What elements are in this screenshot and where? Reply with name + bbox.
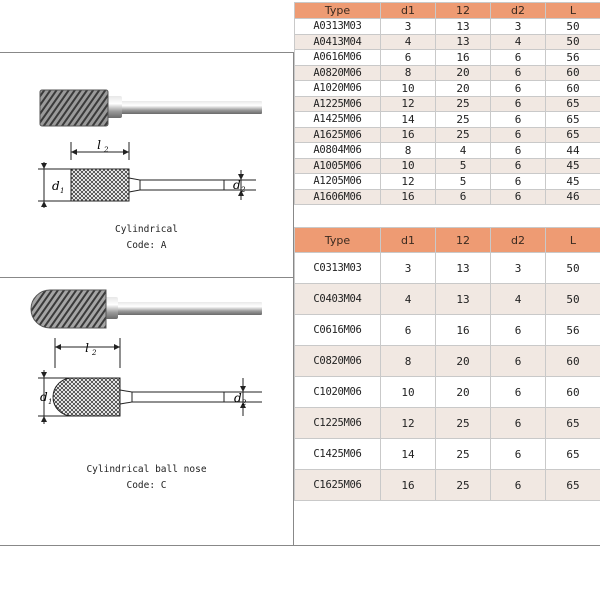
- value-cell: 10: [381, 81, 436, 97]
- value-cell: 12: [381, 408, 436, 439]
- table-row: [295, 408, 600, 439]
- type-cell: C0820M06: [295, 346, 381, 377]
- value-cell: 3: [491, 19, 546, 35]
- value-cell: 56: [546, 50, 600, 66]
- value-cell: 16: [436, 50, 491, 66]
- type-cell: A1606M06: [295, 189, 381, 205]
- value-cell: 3: [381, 19, 436, 35]
- cylindrical-dimension-drawing: [0, 134, 293, 224]
- table-row: [295, 65, 600, 81]
- l2-subscript: 2: [104, 146, 109, 154]
- table-header-row: [295, 228, 600, 253]
- type-cell: C1625M06: [295, 470, 381, 501]
- type-cell: C0403M04: [295, 284, 381, 315]
- value-cell: 25: [436, 96, 491, 112]
- value-cell: 16: [381, 470, 436, 501]
- table-row: [295, 439, 600, 470]
- product-name-cylindrical: Cylindrical: [115, 224, 178, 235]
- value-cell: 14: [381, 439, 436, 470]
- value-cell: 60: [546, 346, 600, 377]
- value-cell: 25: [436, 112, 491, 128]
- value-cell: 20: [436, 346, 491, 377]
- value-cell: 16: [381, 127, 436, 143]
- type-cell: C0313M03: [295, 253, 381, 284]
- d2-subscript-c: 2: [242, 399, 247, 407]
- value-cell: 4: [436, 143, 491, 159]
- value-cell: 10: [381, 158, 436, 174]
- table-row: [295, 50, 600, 66]
- d1-label-c: d: [40, 390, 48, 404]
- value-cell: 3: [381, 253, 436, 284]
- caption-cylindrical: [0, 224, 293, 251]
- table-row: [295, 470, 600, 501]
- type-cell: C1020M06: [295, 377, 381, 408]
- value-cell: 44: [546, 143, 600, 159]
- type-cell: A0313M03: [295, 19, 381, 35]
- type-cell: A0820M06: [295, 65, 381, 81]
- value-cell: 3: [491, 253, 546, 284]
- value-cell: 6: [491, 346, 546, 377]
- value-cell: 8: [381, 346, 436, 377]
- value-cell: 6: [491, 315, 546, 346]
- table-row: [295, 158, 600, 174]
- column-header: L: [546, 3, 600, 19]
- value-cell: 60: [546, 377, 600, 408]
- value-cell: 4: [381, 284, 436, 315]
- value-cell: 45: [546, 158, 600, 174]
- value-cell: 6: [491, 158, 546, 174]
- table-row: [295, 315, 600, 346]
- value-cell: 60: [546, 65, 600, 81]
- value-cell: 8: [381, 65, 436, 81]
- value-cell: 6: [491, 470, 546, 501]
- l2-label: l: [97, 138, 101, 152]
- d2-label-c: d: [234, 391, 242, 405]
- table-row: [295, 19, 600, 35]
- value-cell: 25: [436, 408, 491, 439]
- value-cell: 6: [491, 127, 546, 143]
- value-cell: 46: [546, 189, 600, 205]
- value-cell: 50: [546, 253, 600, 284]
- spec-table-cylindrical: [294, 2, 600, 205]
- ball-nose-burr-photo: [0, 284, 293, 336]
- type-cell: C1425M06: [295, 439, 381, 470]
- d1-subscript-c: 1: [48, 398, 53, 406]
- d2-label: d: [233, 178, 241, 192]
- value-cell: 13: [436, 34, 491, 50]
- table-row: [295, 127, 600, 143]
- type-cell: A0804M06: [295, 143, 381, 159]
- value-cell: 20: [436, 81, 491, 97]
- value-cell: 50: [546, 284, 600, 315]
- product-code-a: Code: A: [126, 240, 167, 251]
- value-cell: 50: [546, 34, 600, 50]
- ball-nose-dimension-drawing: [0, 334, 293, 434]
- table-body: [295, 253, 600, 501]
- value-cell: 13: [436, 19, 491, 35]
- type-cell: A1425M06: [295, 112, 381, 128]
- type-cell: A1225M06: [295, 96, 381, 112]
- value-cell: 60: [546, 81, 600, 97]
- type-cell: A0616M06: [295, 50, 381, 66]
- value-cell: 6: [491, 50, 546, 66]
- column-header: L: [546, 228, 600, 253]
- value-cell: 20: [436, 377, 491, 408]
- table-row: [295, 284, 600, 315]
- column-header: Type: [295, 3, 381, 19]
- value-cell: 25: [436, 470, 491, 501]
- value-cell: 50: [546, 19, 600, 35]
- value-cell: 65: [546, 408, 600, 439]
- d2-subscript: 2: [241, 186, 246, 194]
- value-cell: 25: [436, 439, 491, 470]
- type-cell: C0616M06: [295, 315, 381, 346]
- table-row: [295, 96, 600, 112]
- value-cell: 13: [436, 284, 491, 315]
- value-cell: 6: [491, 189, 546, 205]
- type-cell: A1020M06: [295, 81, 381, 97]
- table-body: [295, 19, 600, 205]
- value-cell: 6: [491, 408, 546, 439]
- column-header: d2: [491, 228, 546, 253]
- column-header: d2: [491, 3, 546, 19]
- table-row: [295, 34, 600, 50]
- type-cell: A1005M06: [295, 158, 381, 174]
- value-cell: 5: [436, 174, 491, 190]
- value-cell: 8: [381, 143, 436, 159]
- value-cell: 12: [381, 96, 436, 112]
- column-header: Type: [295, 228, 381, 253]
- value-cell: 25: [436, 127, 491, 143]
- value-cell: 65: [546, 127, 600, 143]
- value-cell: 16: [381, 189, 436, 205]
- table-row: [295, 174, 600, 190]
- value-cell: 12: [381, 174, 436, 190]
- value-cell: 6: [491, 112, 546, 128]
- table-header-row: [295, 3, 600, 19]
- product-code-c: Code: C: [126, 480, 167, 491]
- value-cell: 20: [436, 65, 491, 81]
- value-cell: 6: [491, 143, 546, 159]
- value-cell: 6: [491, 96, 546, 112]
- column-header: 12: [436, 228, 491, 253]
- table-row: [295, 377, 600, 408]
- value-cell: 65: [546, 470, 600, 501]
- d1-label: d: [52, 179, 60, 193]
- value-cell: 5: [436, 158, 491, 174]
- table-row: [295, 189, 600, 205]
- value-cell: 65: [546, 439, 600, 470]
- l2-subscript-c: 2: [92, 349, 97, 357]
- value-cell: 16: [436, 315, 491, 346]
- table-row: [295, 143, 600, 159]
- value-cell: 6: [491, 65, 546, 81]
- spec-table-ball-nose: [294, 227, 600, 501]
- value-cell: 45: [546, 174, 600, 190]
- value-cell: 6: [491, 377, 546, 408]
- value-cell: 6: [381, 50, 436, 66]
- type-cell: A1625M06: [295, 127, 381, 143]
- value-cell: 65: [546, 96, 600, 112]
- type-cell: C1225M06: [295, 408, 381, 439]
- type-cell: A0413M04: [295, 34, 381, 50]
- product-name-ball-nose: Cylindrical ball nose: [86, 464, 207, 475]
- caption-ball-nose: [0, 464, 293, 491]
- d1-subscript: 1: [60, 187, 65, 195]
- value-cell: 4: [381, 34, 436, 50]
- value-cell: 4: [491, 34, 546, 50]
- value-cell: 13: [436, 253, 491, 284]
- value-cell: 6: [381, 315, 436, 346]
- table-row: [295, 112, 600, 128]
- value-cell: 4: [491, 284, 546, 315]
- value-cell: 6: [436, 189, 491, 205]
- value-cell: 14: [381, 112, 436, 128]
- type-cell: A1205M06: [295, 174, 381, 190]
- value-cell: 6: [491, 174, 546, 190]
- column-header: 12: [436, 3, 491, 19]
- table-row: [295, 253, 600, 284]
- value-cell: 56: [546, 315, 600, 346]
- l2-label-c: l: [85, 341, 89, 355]
- value-cell: 6: [491, 81, 546, 97]
- column-header: d1: [381, 228, 436, 253]
- value-cell: 6: [491, 439, 546, 470]
- table-row: [295, 81, 600, 97]
- table-row: [295, 346, 600, 377]
- value-cell: 65: [546, 112, 600, 128]
- column-header: d1: [381, 3, 436, 19]
- value-cell: 10: [381, 377, 436, 408]
- cylindrical-burr-photo: [0, 82, 293, 142]
